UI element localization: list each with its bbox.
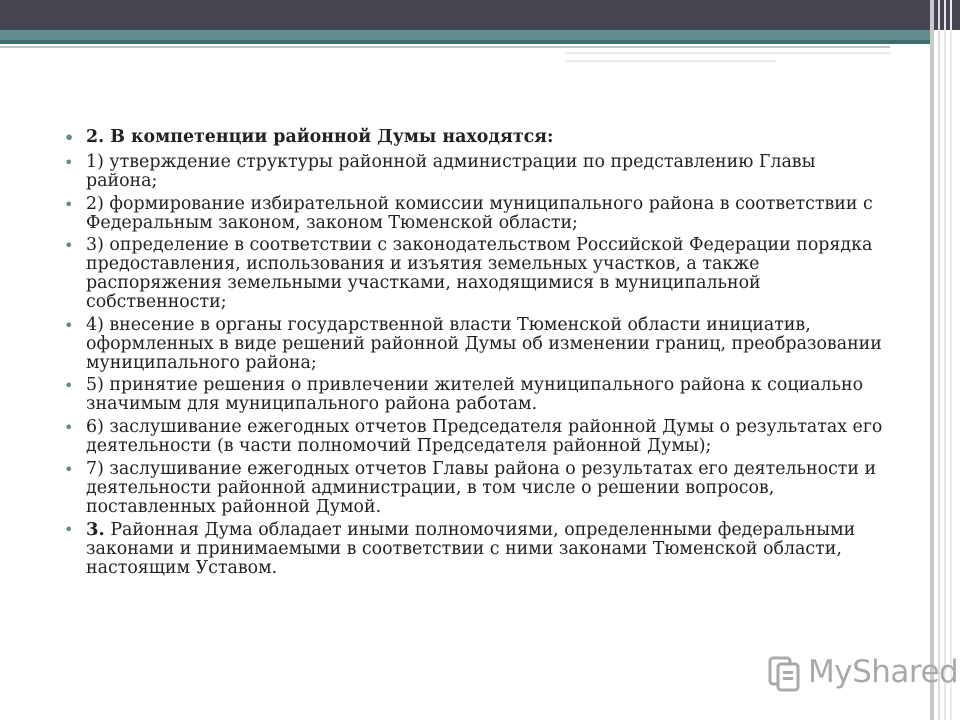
myshared-logo-icon xyxy=(768,654,804,694)
list-heading xyxy=(62,128,892,147)
list-item-text: 4) внесение в органы государственной власти Тюменской области инициатив, оформленных в виде решений районной Думы об изменении границ, преобразовании муниципального района; xyxy=(86,314,882,373)
side-decor-bar xyxy=(950,0,952,720)
side-decor-bar xyxy=(930,0,934,720)
bullet-icon: • xyxy=(64,417,74,437)
bullet-icon: • xyxy=(64,459,74,479)
bullet-icon: • xyxy=(64,376,74,396)
final-item-text: Районная Дума обладает иными полномочиями, определенными федеральными законами и принимаемыми в соответствии с ними законами Тюменской области, настоящим Уставом. xyxy=(86,520,856,579)
side-decor-bar xyxy=(938,0,940,720)
competence-list xyxy=(62,128,892,578)
list-item xyxy=(62,376,892,414)
bullet-icon: • xyxy=(64,153,74,172)
final-item-number: 3. xyxy=(86,519,105,541)
bullet-icon: • xyxy=(64,520,74,540)
list-item xyxy=(62,460,892,517)
side-decor-bar xyxy=(944,0,946,720)
header-divider-line-short xyxy=(566,52,890,54)
list-item-text: 5) принятие решения о привлечении жителей муниципального района к социально значимым для муниципального района работам. xyxy=(86,375,864,415)
bullet-icon: • xyxy=(64,194,74,214)
myshared-watermark xyxy=(768,652,959,696)
slide-body xyxy=(62,128,892,582)
list-item-text: 6) заслушивание ежегодных отчетов Председателя районной Думы о результатах его деятельности (в части полномочий Председателя районной Думы); xyxy=(86,416,883,456)
list-item-text: 1) утверждение структуры районной администрации по представлению Главы района; xyxy=(86,152,816,191)
watermark-text: MyShared xyxy=(808,654,959,690)
bullet-icon: • xyxy=(64,236,74,256)
list-item xyxy=(62,418,892,456)
list-item-final xyxy=(62,520,892,578)
header-divider-line-shorter xyxy=(566,60,776,62)
bullet-icon: • xyxy=(64,315,74,335)
list-item xyxy=(62,236,892,312)
heading-text: 2. В компетенции районной Думы находятся: xyxy=(86,127,554,147)
list-item-text: 3) определение в соответствии с законодательством Российской Федерации порядка предоставления, использования и изъятия земельных участков, а также распоряжения земельными участками, находящимися в муниципальной собственности; xyxy=(86,235,873,313)
list-item-text: 2) формирование избирательной комиссии муниципального района в соответствии с Федеральным законом, законом Тюменской области; xyxy=(86,193,873,233)
list-item-text: 7) заслушивание ежегодных отчетов Главы района о результатах его деятельности и деятельности районной администрации, в том числе о решении вопросов, поставленных районной Думой. xyxy=(86,458,877,517)
header-accent-stripe-dark xyxy=(0,40,930,44)
list-item xyxy=(62,195,892,233)
header-divider-line xyxy=(0,46,890,48)
list-item xyxy=(62,153,892,191)
slide-header-band xyxy=(0,0,960,30)
list-item xyxy=(62,316,892,373)
bullet-icon: • xyxy=(64,128,75,147)
